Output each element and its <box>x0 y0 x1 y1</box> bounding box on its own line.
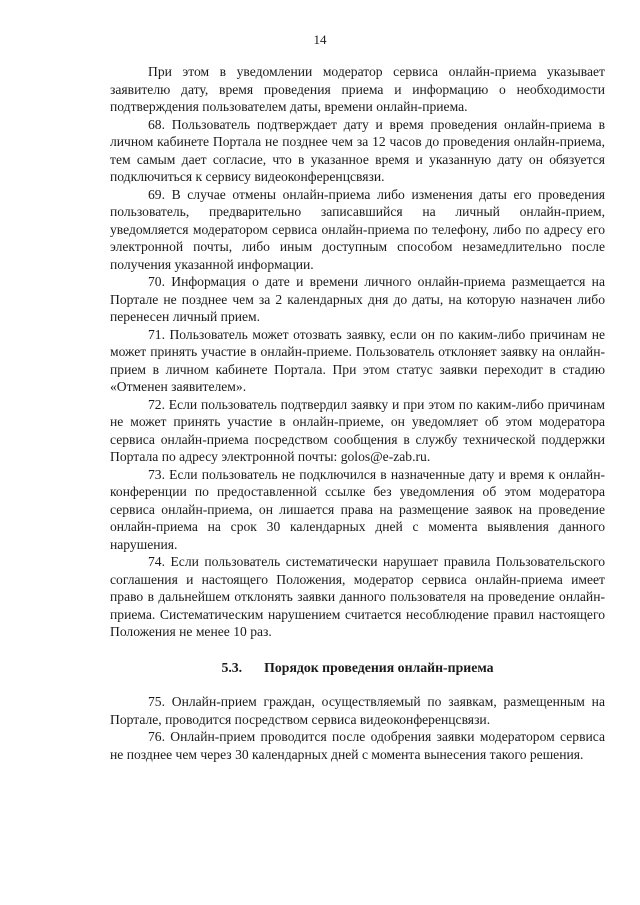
paragraph-71: 71. Пользователь может отозвать заявку, если он по каким-либо причинам не может принять участие в онлайн-приеме. Пользователь отклоняет заявку на онлайн-прием в личном кабинете Портала. При этом статус заявки переходит в стадию «Отменен заявителем». <box>110 326 605 394</box>
page-number: 14 <box>313 32 327 47</box>
paragraph-75: 75. Онлайн-прием граждан, осуществляемый по заявкам, размещенным на Портале, проводится посредством сервиса видеоконференцсвязи. <box>110 694 605 727</box>
paragraph-76: 76. Онлайн-прием проводится после одобрения заявки модератором сервиса не позднее чем через 30 календарных дней с момента вынесения такого решения. <box>110 729 605 762</box>
section-number: 5.3. <box>221 659 243 675</box>
paragraph-68: 68. Пользователь подтверждает дату и время проведения онлайн-приема в личном кабинете Портала не позднее чем за 12 часов до проведения онлайн-приема, тем самым дает согласие, что в указанное время и указанную дату он обязуется подключиться к сервису видеоконференцсвязи. <box>110 116 605 184</box>
paragraph-69: 69. В случае отмены онлайн-приема либо изменения даты его проведения пользователь, предварительно записавшийся на личный онлайн-прием, уведомляется модератором сервиса онлайн-приема по телефону, либо по адресу его электронной почты, либо иным доступным способом незамедлительно после получения указанной информации. <box>110 186 605 272</box>
paragraph-72: 72. Если пользователь подтвердил заявку и при этом по каким-либо причинам не может принять участие в онлайн-приеме, он уведомляет об этом модератора сервиса онлайн-приема посредством сообщения в службу технической поддержки Портала по адресу электронной почты: golos@e-zab.ru. <box>110 396 605 464</box>
paragraph-74: 74. Если пользователь систематически нарушает правила Пользовательского соглашения и настоящего Положения, модератор сервиса онлайн-приема имеет право в дальнейшем отклонять заявки данного пользователя на проведение онлайн-приема. Систематическим нарушением считается несоблюдение правил настоящего Положения не менее 10 раз. <box>110 554 605 639</box>
paragraph-notification: При этом в уведомлении модератор сервиса онлайн-приема указывает заявителю дату, время проведения приема и информацию о необходимости подтверждения пользователем даты, времени онлайн-приема. <box>110 64 605 114</box>
paragraph-73: 73. Если пользователь не подключился в назначенные дату и время к онлайн-конференции по предоставленной ссылке без уведомления об этом модератора сервиса онлайн-приема, он лишается права на размещение заявок на проведение онлайн-приема на срок 30 календарных дней с момента выявления данного нарушения. <box>110 466 605 552</box>
section-title: Порядок проведения онлайн-приема <box>264 659 494 675</box>
document-body <box>110 63 605 763</box>
section-heading <box>110 659 605 677</box>
paragraph-70: 70. Информация о дате и времени личного онлайн-приема размещается на Портале не позднее чем за 2 календарных дня до даты, на которую назначен либо перенесен личный прием. <box>110 274 605 324</box>
